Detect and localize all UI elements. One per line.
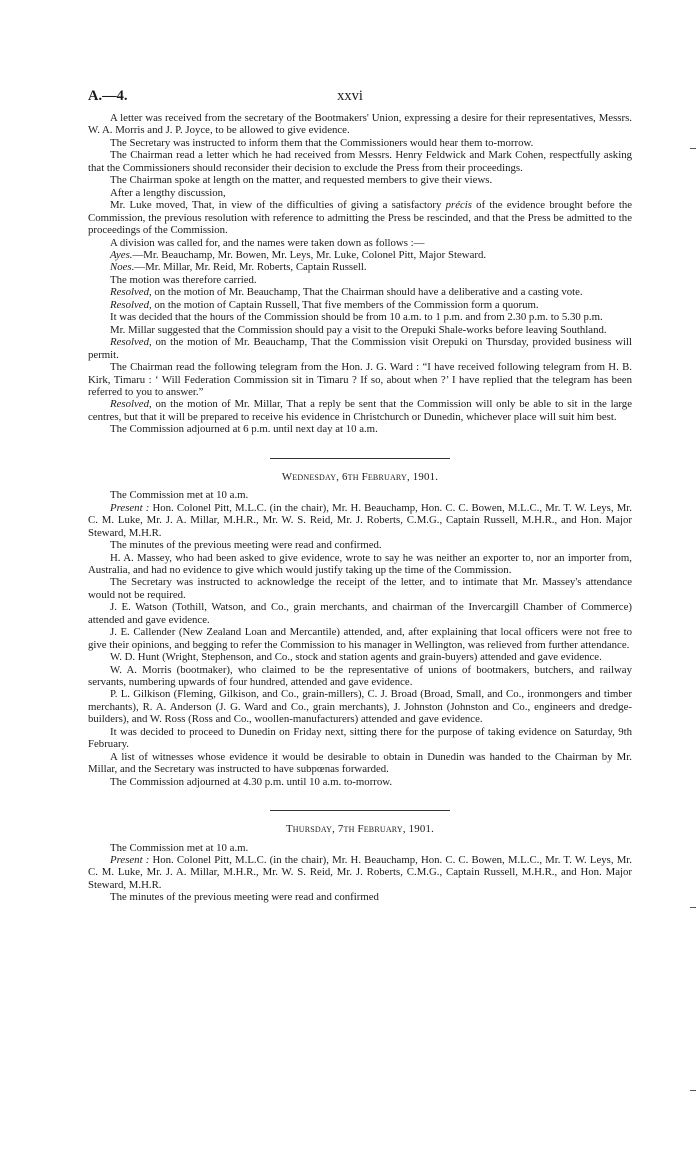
date-heading: Wednesday, 6th February, 1901. xyxy=(281,470,439,483)
noes-label: Noes. xyxy=(110,261,135,274)
noes-line xyxy=(88,261,632,273)
paragraph: The Commission adjourned at 4.30 p.m. until 10 a.m. to-morrow. xyxy=(110,775,393,788)
resolution xyxy=(88,299,632,311)
resolution-text: on the motion of Mr. Millar, That a reply be sent that the Commission will only be able to sit in the large centres, but that it will be prepared to receive his evidence in Christchurch or Dunedin, whichever place will suit him best. xyxy=(88,398,632,423)
resolved-label: Resolved, xyxy=(110,336,152,349)
paragraph: A division was called for, and the names were taken down as follows :— xyxy=(110,236,425,249)
date-heading: Thursday, 7th February, 1901. xyxy=(286,823,434,836)
page-number: xxvi xyxy=(337,88,363,104)
resolution-text: on the motion of Mr. Beauchamp, That the Chairman should have a deliberative and a casting vote. xyxy=(151,286,583,299)
motion-paragraph xyxy=(88,199,632,236)
precis-term: précis xyxy=(445,199,472,212)
ayes-line xyxy=(88,249,632,261)
paragraph: The motion was therefore carried. xyxy=(110,273,257,286)
noes-names: —Mr. Millar, Mr. Reid, Mr. Roberts, Captain Russell. xyxy=(134,261,367,274)
resolution xyxy=(88,286,632,298)
paragraph: It was decided to proceed to Dunedin on Friday next, sitting there for the purpose of taking evidence on Saturday, 9th February. xyxy=(88,725,632,751)
paragraph: H. A. Massey, who had been asked to give evidence, wrote to say he was neither an exporter to, nor an importer from, Australia, and had no evidence to give which would justify taking up the time of the Commission. xyxy=(88,551,632,576)
paragraph: The Chairman read a letter which he had received from Messrs. Henry Feldwick and Mark Cohen, respectfully asking that the Commissioners should reconsider their decision to exclude the Press from their proceedings. xyxy=(88,149,632,174)
resolution-text: on the motion of Captain Russell, That five members of the Commission form a quorum. xyxy=(151,298,539,311)
present-paragraph xyxy=(88,854,632,891)
paragraph: The Commission met at 10 a.m. xyxy=(110,841,249,854)
resolution-text: on the motion of Mr. Beauchamp, That the Commission visit Orepuki on Thursday, provided business will permit. xyxy=(88,336,632,361)
paragraph: W. A. Morris (bootmaker), who claimed to be the representative of unions of bootmakers, butchers, and railway servants, numbering upwards of four hundred, attended and gave evidence. xyxy=(88,663,632,689)
margin-mark xyxy=(690,907,696,908)
paragraph: W. D. Hunt (Wright, Stephenson, and Co., stock and station agents and grain-buyers) attended and gave evidence. xyxy=(110,651,602,664)
document-reference: A.—4. xyxy=(88,88,128,104)
paragraph: Mr. Millar suggested that the Commission should pay a visit to the Orepuki Shale-works before leaving Southland. xyxy=(110,323,607,336)
paragraph: The Chairman spoke at length on the matter, and requested members to give their views. xyxy=(110,174,493,187)
section-divider xyxy=(270,458,450,459)
present-paragraph xyxy=(88,502,632,539)
paragraph: A letter was received from the secretary of the Bootmakers' Union, expressing a desire for their representatives, Messrs. W. A. Morris and J. P. Joyce, to be allowed to give evidence. xyxy=(88,112,632,137)
present-label: Present : xyxy=(110,501,150,514)
paragraph: A list of witnesses whose evidence it would be desirable to obtain in Dunedin was handed to the Chairman by Mr. Millar, and the Secretary was instructed to have subpœnas forwarded. xyxy=(88,750,632,776)
paragraph: J. E. Callender (New Zealand Loan and Mercantile) attended, and, after explaining that local officers were not free to give their opinions, and begging to refer the Commission to his manager in Wellington, was relieved from further attendance. xyxy=(88,626,632,651)
present-label: Present : xyxy=(110,854,150,867)
paragraph: The minutes of the previous meeting were read and confirmed. xyxy=(110,539,382,552)
section-heading xyxy=(88,471,632,483)
resolved-label: Resolved, xyxy=(110,298,152,311)
present-names: Hon. Colonel Pitt, M.L.C. (in the chair), Mr. H. Beauchamp, Hon. C. C. Bowen, M.L.C., Mr. T. W. Leys, Mr. C. M. Luke, Mr. J. A. Millar, M.H.R., Mr. W. S. Reid, Mr. J. Roberts, C.M.G., Captain Russell, M.H.R., and Hon. Major Steward, M.H.R. xyxy=(88,501,632,539)
margin-mark xyxy=(690,148,696,149)
present-names: Hon. Colonel Pitt, M.L.C. (in the chair), Mr. H. Beauchamp, Hon. C. C. Bowen, M.L.C., Mr. T. W. Leys, Mr. C. M. Luke, Mr. J. A. Millar, M.H.R., Mr. W. S. Reid, Mr. J. Roberts, C.M.G., Captain Russell, M.H.R., and Hon. Major Steward, M.H.R. xyxy=(88,854,632,891)
paragraph: After a lengthy discussion, xyxy=(110,186,226,199)
motion-text-cont: of the evidence brought before the Commission, the previous resolution with reference to admitting the Press be rescinded, and that the Press be admitted to the proceedings of the Commission. xyxy=(88,199,633,237)
section-divider xyxy=(270,810,450,811)
ayes-names: —Mr. Beauchamp, Mr. Bowen, Mr. Leys, Mr. Luke, Colonel Pitt, Major Steward. xyxy=(132,248,487,261)
paragraph: The Chairman read the following telegram from the Hon. J. G. Ward : “I have received following telegram from H. B. Kirk, Timaru : ‘ Will Federation Commission sit in Timaru ? If so, about when ?’ I have replied that the telegram has been referred to you to answer.” xyxy=(88,361,632,398)
paragraph: It was decided that the hours of the Commission should be from 10 a.m. to 1 p.m. and from 2.30 p.m. to 5.30 p.m. xyxy=(110,311,603,324)
paragraph: The minutes of the previous meeting were read and confirmed xyxy=(110,891,379,904)
motion-text: Mr. Luke moved, That, in view of the difficulties of giving a satisfactory xyxy=(110,199,446,212)
paragraph: P. L. Gilkison (Fleming, Gilkison, and Co., grain-millers), C. J. Broad (Broad, Small, and Co., ironmongers and timber merchants), R. A. Anderson (J. G. Ward and Co., grain merchants), J. Johnston (Johnston and Co., engineers and dredge-builders), and W. Ross (Ross and Co., woollen-manufacturers) attended and gave evidence. xyxy=(88,688,632,726)
resolution xyxy=(88,336,632,361)
resolved-label: Resolved, xyxy=(110,398,152,411)
ayes-label: Ayes. xyxy=(110,248,133,261)
section-heading xyxy=(88,823,632,835)
minutes-body xyxy=(88,112,632,904)
paragraph: J. E. Watson (Tothill, Watson, and Co., grain merchants, and chairman of the Invercargill Chamber of Commerce) attended and gave evidence. xyxy=(88,601,632,626)
paragraph: The Commission met at 10 a.m. xyxy=(110,489,249,502)
margin-mark xyxy=(690,1090,696,1091)
paragraph: The Secretary was instructed to acknowledge the receipt of the letter, and to intimate that Mr. Massey's attendance would not be required. xyxy=(88,576,632,601)
paragraph: The Commission adjourned at 6 p.m. until next day at 10 a.m. xyxy=(110,423,378,436)
resolution xyxy=(88,398,632,423)
resolved-label: Resolved, xyxy=(110,286,152,299)
paragraph: The Secretary was instructed to inform them that the Commissioners would hear them to-morrow. xyxy=(110,136,534,149)
